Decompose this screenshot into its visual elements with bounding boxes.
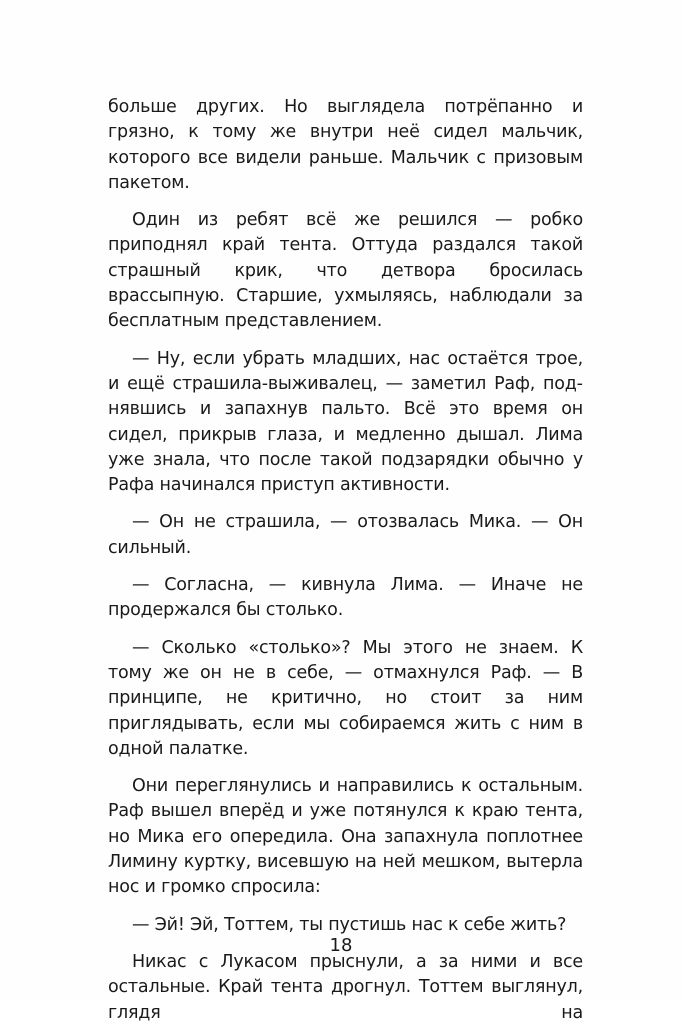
paragraph: — Согласна, — кивнула Лима. — Иначе не продержался бы столько. (108, 575, 583, 621)
body-text (108, 95, 583, 1026)
paragraph: — Сколько «столько»? Мы этого не знаем. К тому же он не в себе, — отмахнулся Раф. — В принципе, не критично, но стоит за ним приглядывать, если мы собираемся жить с ним в одной палатке. (108, 637, 583, 759)
paragraph: Один из ребят всё же решился — робко приподнял край тента. Оттуда раздался такой страшный крик, что детвора бросилась врассыпную. Старшие, ухмыляясь, наблюдали за бесплатным представлением. (108, 210, 583, 332)
paragraph: Они переглянулись и направились к остальным. Раф вышел вперёд и уже потянулся к краю тента, но Мика его опередила. Она запахнула поплотнее Лимину куртку, висевшую на ней мешком, вытерла нос и громко спросила: (108, 776, 583, 898)
page-number: 18 (329, 935, 353, 956)
paragraph: больше других. Но выглядела потрёпанно и грязно, к тому же внутри неё сидел мальчик, которого все видели раньше. Мальчик с призовым пакетом. (108, 97, 583, 193)
paragraph: — Ну, если убрать младших, нас остаётся трое, и ещё страшила-выживалец, — заметил Раф, поднявшись и запахнув пальто. Всё это время он сидел, прикрыв глаза, и медленно дышал. Лима уже знала, что после такой подзарядки обычно у Рафа начинался приступ активности. (108, 348, 583, 496)
paragraph: Никас с Лукасом прыснули, а за ними и все остальные. Край тента дрогнул. Тоттем выглянул, глядя на (108, 951, 583, 1023)
paragraph: — Эй! Эй, Тоттем, ты пустишь нас к себе жить? (132, 914, 567, 935)
paragraph: — Он не страшила, — отозвалась Мика. — Он сильный. (108, 512, 583, 558)
